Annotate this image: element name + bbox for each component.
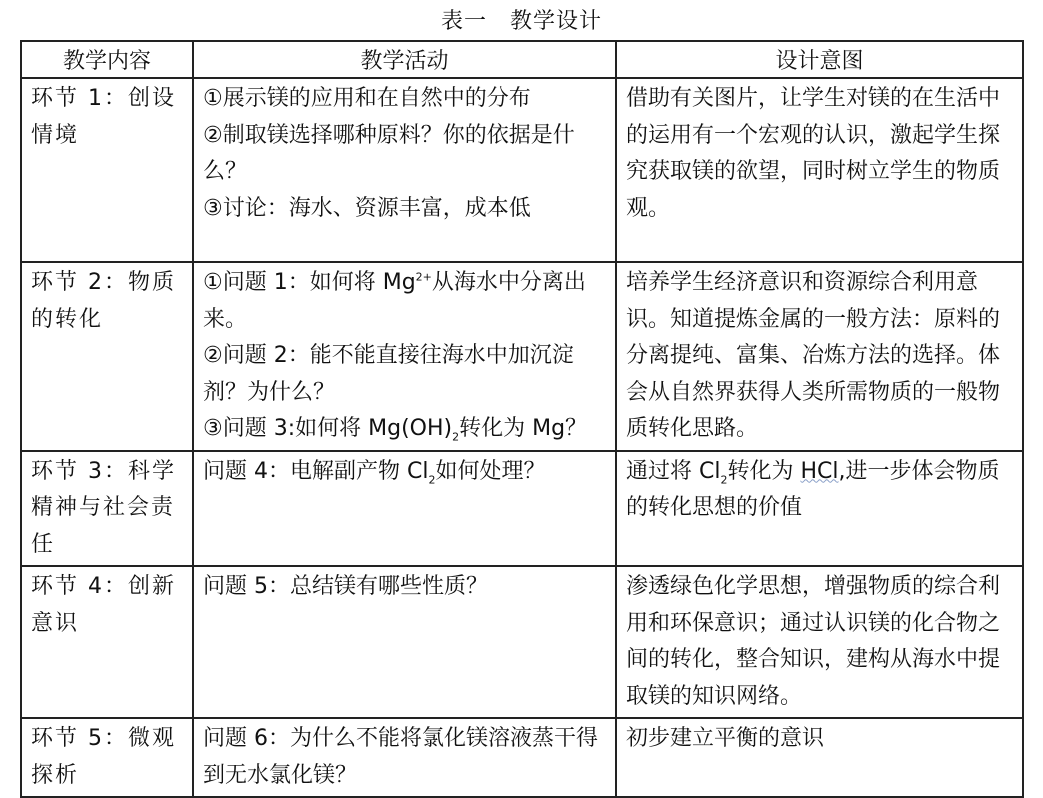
intent-text: ,进一步体会物质的转化思想的价值	[626, 458, 1000, 520]
ion-charge: 2+	[415, 270, 432, 284]
header-intent: 设计意图	[616, 41, 1023, 78]
activity-text: 如何处理？	[435, 458, 546, 484]
stage-cell: 环节 3：科学精神与社会责任	[21, 451, 193, 567]
activities-cell	[193, 451, 616, 567]
intent-cell: 渗透绿色化学思想，增强物质的综合利用和环保意识；通过认识镁的化合物之间的转化，整合知识，建构从海水中提取镁的知识网络。	[616, 566, 1023, 718]
subscript: 2	[720, 472, 728, 486]
subscript: 2	[452, 430, 460, 444]
activity-text: 问题 4：电解副产物 Cl	[203, 458, 429, 484]
activity-item: ③讨论：海水、资源丰富，成本低	[203, 195, 531, 221]
activities-cell	[193, 718, 616, 797]
activity-item: 问题 5：总结镁有哪些性质？	[203, 574, 488, 599]
activity-item: ②制取镁选择哪种原料？你的依据是什么？	[203, 122, 575, 184]
intent-cell: 借助有关图片，让学生对镁的在生活中的运用有一个宏观的认识，激起学生探究获取镁的欲望，同时树立学生的物质观。	[616, 78, 1023, 262]
activity-text: ③问题 3:如何将 Mg(OH)	[203, 416, 453, 441]
activity-item: ②问题 2：能不能直接往海水中加沉淀剂？为什么？	[203, 343, 574, 405]
activity-item	[203, 411, 606, 448]
stage-cell: 环节 5：微观探析	[21, 718, 193, 797]
table-row	[21, 262, 1023, 451]
activity-item: 问题 6：为什么不能将氯化镁溶液蒸干得到无水氯化镁？	[203, 726, 598, 788]
table-row	[21, 718, 1023, 797]
activity-item: ①展示镁的应用和在自然中的分布	[203, 86, 531, 111]
activities-cell	[193, 262, 616, 451]
intent-cell	[616, 451, 1023, 567]
intent-cell: 培养学生经济意识和资源综合利用意识。知道提炼金属的一般方法：原料的分离提纯、富集、冶炼方法的选择。体会从自然界获得人类所需物质的一般物质转化思路。	[616, 262, 1023, 451]
table-row	[21, 451, 1023, 567]
activity-item	[203, 454, 606, 491]
intent-text: 转化为	[727, 458, 801, 484]
intent-cell: 初步建立平衡的意识	[616, 718, 1023, 797]
table-row	[21, 566, 1023, 718]
activities-cell	[193, 78, 616, 262]
teaching-design-table	[20, 40, 1024, 798]
subscript: 2	[428, 472, 436, 486]
stage-cell: 环节 2：物质的转化	[21, 262, 193, 451]
stage-cell: 环节 1：创设情境	[21, 78, 193, 262]
activity-text: 从海水中分离出来。	[203, 270, 586, 332]
hcl-formula: HCl	[800, 458, 839, 484]
table-row	[21, 78, 1023, 262]
activity-text: 转化为 Mg？	[459, 416, 588, 441]
header-activities: 教学活动	[193, 41, 616, 78]
table-title: 表一 教学设计	[440, 9, 602, 34]
intent-text: 通过将 Cl	[626, 458, 721, 484]
activity-item	[203, 265, 606, 338]
stage-cell: 环节 4：创新意识	[21, 566, 193, 718]
header-content: 教学内容	[21, 41, 193, 78]
activities-cell	[193, 566, 616, 718]
activity-text: ①问题 1：如何将 Mg	[203, 270, 416, 295]
header-row	[21, 41, 1023, 78]
